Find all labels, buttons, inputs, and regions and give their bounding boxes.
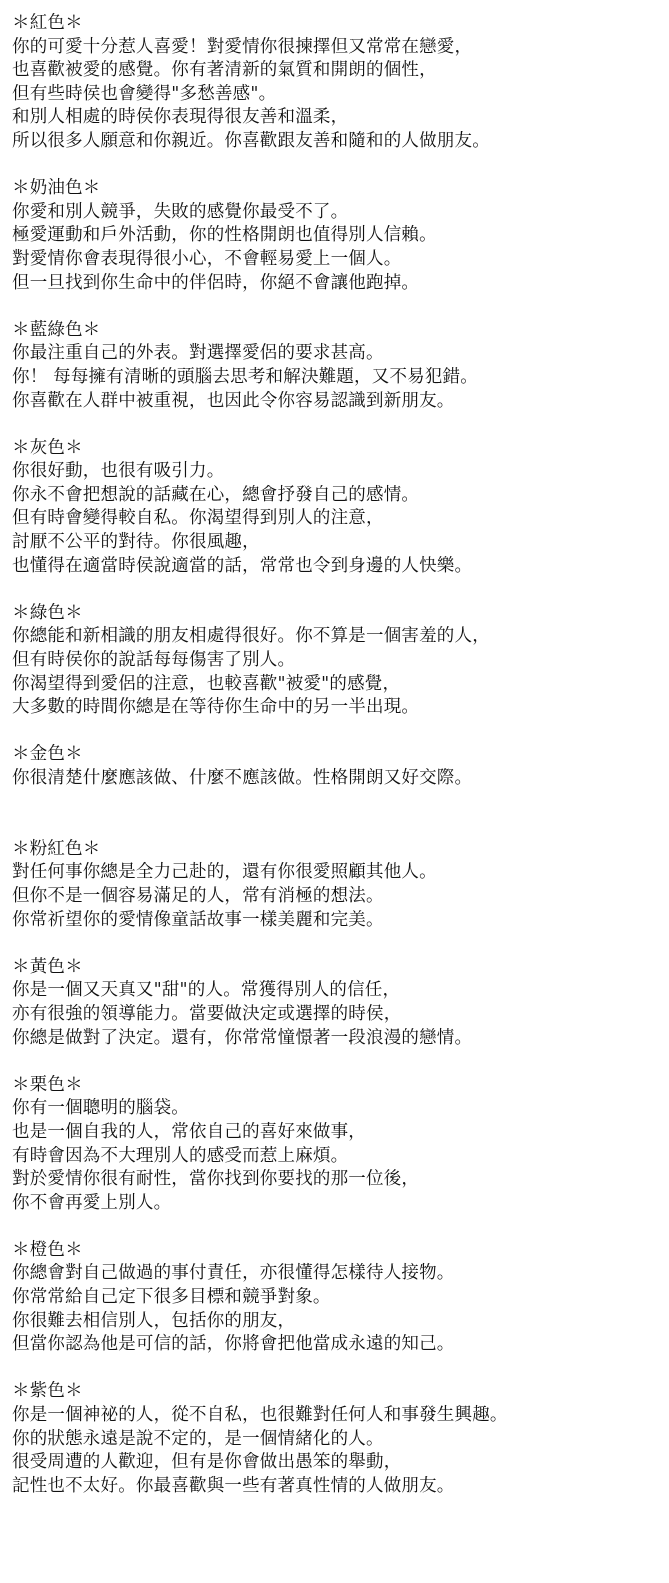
section-heading: ＊奶油色＊ [12,178,101,199]
paragraph-line: 你常祈望你的愛情像童話故事一樣美麗和完美。 [12,909,384,930]
paragraph-line: 也是一個自我的人，常依自己的喜好來做事， [12,1121,366,1142]
paragraph-line: 你永不會把想說的話藏在心，總會抒發自己的感情。 [12,484,420,505]
paragraph-line: 但有時侯你的說話每每傷害了別人。 [12,650,296,671]
paragraph-line: 你有一個聰明的腦袋。 [12,1098,189,1119]
paragraph-line: 對愛情你會表現得很小心，不會輕易愛上一個人。 [12,248,402,269]
color-section [12,1074,662,1216]
paragraph-line: 你喜歡在人群中被重視，也因此令你容易認識到新朋友。 [12,390,455,411]
paragraph-line: 你是一個神祕的人，從不自私，也很難對任何人和事發生興趣。 [12,1405,508,1426]
paragraph-line: 很受周遭的人歡迎，但有是你會做出愚笨的舉動， [12,1452,402,1473]
section-heading: ＊栗色＊ [12,1074,83,1095]
paragraph-line: 你愛和別人競爭，失敗的感覺你最受不了。 [12,201,349,222]
paragraph-line: 你很難去相信別人，包括你的朋友， [12,1310,296,1331]
section-heading: ＊橙色＊ [12,1239,83,1260]
paragraph-line: 和別人相處的時侯你表現得很友善和溫柔， [12,107,349,128]
color-section [12,838,662,932]
section-heading: ＊綠色＊ [12,602,83,623]
color-section [12,437,662,579]
paragraph-line: 你不會再愛上別人。 [12,1192,172,1213]
section-heading: ＊紫色＊ [12,1381,83,1402]
paragraph-line: 有時會因為不大理別人的感受而惹上麻煩。 [12,1145,349,1166]
color-section [12,319,662,413]
paragraph-line: 記性也不太好。你最喜歡與一些有著真性情的人做朋友。 [12,1475,455,1496]
paragraph-line: 也懂得在適當時侯說適當的話，常常也令到身邊的人快樂。 [12,555,473,576]
paragraph-line: 你！ 每每擁有清晰的頭腦去思考和解決難題，又不易犯錯。 [12,366,478,387]
section-heading: ＊金色＊ [12,744,83,765]
paragraph-line: 對任何事你總是全力己赴的，還有你很愛照顧其他人。 [12,862,437,883]
paragraph-line: 你很好動，也很有吸引力。 [12,461,225,482]
paragraph-line: 大多數的時間你總是在等待你生命中的另一半出現。 [12,697,420,718]
color-section [12,12,662,154]
paragraph-line: 你的狀態永遠是說不定的，是一個情緒化的人。 [12,1428,384,1449]
paragraph-line: 你渴望得到愛侶的注意，也較喜歡"被愛"的感覺， [12,673,401,694]
paragraph-line: 亦有很強的領導能力。當要做決定或選擇的時侯， [12,1003,402,1024]
paragraph-line: 但一旦找到你生命中的伴侶時，你絕不會讓他跑掉。 [12,272,420,293]
section-heading: ＊黃色＊ [12,956,83,977]
document-body [12,12,662,1522]
paragraph-line: 所以很多人願意和你親近。你喜歡跟友善和隨和的人做朋友。 [12,130,490,151]
paragraph-line: 但有些時侯也會變得"多愁善感"。 [12,83,277,104]
paragraph-line: 你很清楚什麼應該做、什麼不應該做。性格開朗又好交際。 [12,768,473,788]
paragraph-line: 但有時會變得較自私。你渴望得到別人的注意， [12,508,384,529]
paragraph-line: 你總能和新相識的朋友相處得很好。你不算是一個害羞的人， [12,626,490,647]
color-section [12,743,662,790]
paragraph-line: 但你不是一個容易滿足的人，常有消極的想法。 [12,885,384,906]
color-section [12,1380,662,1498]
paragraph-line: 極愛運動和戶外活動，你的性格開朗也值得別人信賴。 [12,225,437,246]
section-heading: ＊灰色＊ [12,437,83,458]
paragraph-line: 你是一個又天真又"甜"的人。常獲得別人的信任， [12,980,401,1001]
paragraph-line: 你的可愛十分惹人喜愛！對愛情你很揀擇但又常常在戀愛， [12,36,473,57]
color-section [12,1239,662,1357]
color-section [12,602,662,720]
paragraph-line: 也喜歡被愛的感覺。你有著清新的氣質和開朗的個性， [12,60,437,81]
paragraph-line: 你總是做對了決定。還有，你常常憧憬著一段浪漫的戀情。 [12,1027,473,1048]
paragraph-line: 你總會對自己做過的事付責任，亦很懂得怎樣待人接物。 [12,1263,455,1284]
paragraph-line: 討厭不公平的對待。你很風趣， [12,532,260,553]
section-heading: ＊藍綠色＊ [12,319,101,340]
section-heading: ＊紅色＊ [12,13,83,33]
color-section [12,956,662,1050]
paragraph-line: 對於愛情你很有耐性，當你找到你要找的那一位後， [12,1169,420,1190]
section-heading: ＊粉紅色＊ [12,838,101,859]
color-section [12,177,662,295]
paragraph-line: 你最注重自己的外表。對選擇愛侶的要求甚高。 [12,343,384,364]
paragraph-line: 但當你認為他是可信的話，你將會把他當成永遠的知己。 [12,1334,455,1355]
paragraph-line: 你常常給自己定下很多目標和競爭對象。 [12,1287,331,1308]
